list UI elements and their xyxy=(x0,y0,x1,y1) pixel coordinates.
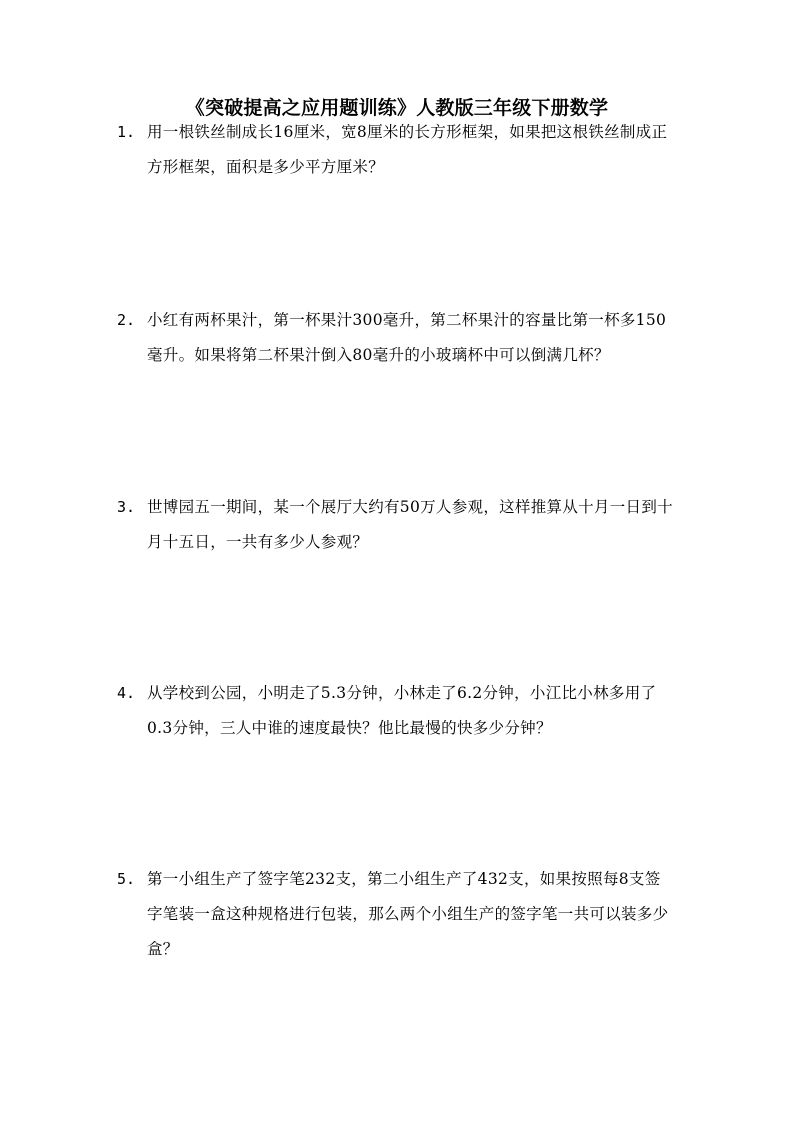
problem-number: 4. xyxy=(117,684,136,702)
problem-text: 从学校到公园，小明走了5.3分钟，小林走了6.2分钟，小江比小林多用了0.3分钟，三人中谁的速度最快？他比最慢的快多少分钟？ xyxy=(147,684,657,737)
problem-text: 世博园五一期间，某一个展厅大约有50万人参观，这样推算从十月一日到十月十五日，一共有多少人参观？ xyxy=(147,498,673,551)
problem-number: 2. xyxy=(117,311,136,329)
problem-number: 5. xyxy=(117,870,136,888)
problem-number: 1. xyxy=(117,123,136,141)
problem-number: 3. xyxy=(117,498,136,516)
problem-text: 用一根铁丝制成长16厘米，宽8厘米的长方形框架，如果把这根铁丝制成正方形框架，面积是多少平方厘米？ xyxy=(147,123,668,176)
problem-text: 第一小组生产了签字笔232支，第二小组生产了432支，如果按照每8支签字笔装一盒这种规格进行包装，那么两个小组生产的签字笔一共可以装多少盒？ xyxy=(147,870,669,958)
page-title: 《突破提高之应用题训练》人教版三年级下册数学 xyxy=(185,97,609,119)
problem-text: 小红有两杯果汁，第一杯果汁300毫升，第二杯果汁的容量比第一杯多150毫升。如果将第二杯果汁倒入80毫升的小玻璃杯中可以倒满几杯？ xyxy=(147,311,667,364)
